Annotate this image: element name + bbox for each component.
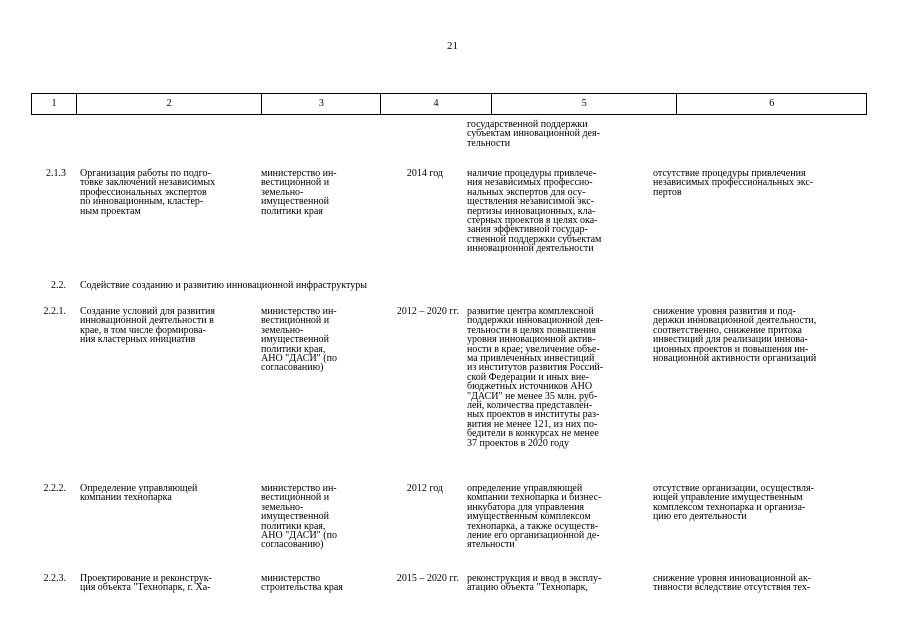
row-code: 2.2.2. bbox=[43, 483, 66, 494]
row-consequence: отсутствие организации, осуществля- ющей управление имущественным комплексом технопарка и организа- цию его деятельности bbox=[653, 483, 814, 523]
header-col-6: 6 bbox=[769, 98, 775, 109]
row-executor: министерство строительства края bbox=[261, 573, 343, 594]
header-col-3: 3 bbox=[262, 94, 381, 114]
row-activity: Проектирование и реконструк- ция объекта "Технопарк, г. Ха- bbox=[80, 573, 212, 594]
row-code: 2.2.1. bbox=[43, 306, 66, 317]
header-col-4: 4 bbox=[381, 94, 492, 114]
table-header-row bbox=[31, 93, 867, 115]
row-result: реконструкция и ввод в эксплу- атацию объекта "Технопарк, bbox=[467, 573, 602, 594]
row-code: 2.1.3 bbox=[46, 168, 66, 179]
continued-result-text: государственной поддержки субъектам инновационной дея- тельности bbox=[467, 119, 600, 149]
row-period: 2012 – 2020 гг. bbox=[396, 306, 459, 317]
row-executor: министерство ин- вестиционной и земельно- имущественной политики края, АНО "ДАСИ" (по согласованию) bbox=[261, 483, 337, 551]
section-code: 2.2. bbox=[51, 280, 66, 291]
row-executor: министерство ин- вестиционной и земельно- имущественной политики края, АНО "ДАСИ" (по согласованию) bbox=[261, 306, 337, 374]
row-activity: Определение управляющей компании технопарка bbox=[80, 483, 198, 504]
header-col-5: 5 bbox=[492, 94, 678, 114]
row-executor: министерство ин- вестиционной и земельно- имущественной политики края bbox=[261, 168, 337, 217]
row-period: 2015 – 2020 гг. bbox=[396, 573, 459, 584]
row-period: 2014 год bbox=[406, 168, 443, 179]
row-result: развитие центра комплексной поддержки инновационной дея- тельности в целях повышения уровня инновационной актив- ности в крае; увеличение объе- ма привлеченных инвестиций из институтов развития Россий- ской Федерации и иных вне- бюджетных источников АНО "ДАСИ" не менее 35 млн. руб- лей, количества представлен- ных проектов в институты раз- вития не менее 121, из них по- бедители в конкурсах не менее 37 проектов в 2020 году bbox=[467, 306, 604, 449]
page-number: 21 bbox=[447, 40, 458, 52]
row-code: 2.2.3. bbox=[43, 573, 66, 584]
header-col-2: 2 bbox=[77, 94, 263, 114]
section-title: Содействие созданию и развитию инновационной инфраструктуры bbox=[80, 280, 367, 291]
row-period: 2012 год bbox=[406, 483, 443, 494]
row-result: наличие процедуры привлече- ния независимых профессио- нальных экспертов для осу- ществления независимой экс- пертизы инновационных, кла- стерных проектов в целях ока- зания эффективной государ- ственной поддержки субъектам инновационной деятельности bbox=[467, 168, 602, 255]
row-consequence: снижение уровня инновационной ак- тивности вследствие отсутствия тех- bbox=[653, 573, 812, 594]
row-result: определение управляющей компании технопарка и бизнес- инкубатора для управления имущественным комплексом технопарка, а также осуществ- ление его организационной де- ятельности bbox=[467, 483, 602, 551]
row-activity: Организация работы по подго- товке заключений независимых профессиональных экспертов по инновационным, кластер- ным проектам bbox=[80, 168, 216, 217]
header-col-1: 1 bbox=[32, 94, 77, 114]
row-activity: Создание условий для развития инновационной деятельности в крае, в том числе формирова- ния кластерных инициатив bbox=[80, 306, 215, 346]
row-consequence: отсутствие процедуры привлечения независимых профессиональных экс- пертов bbox=[653, 168, 814, 198]
row-consequence: снижение уровня развития и под- держки инновационной деятельности, соответственно, снижение притока инвестиций для реализации иннова- ционных проектов и повышения ин- новационной активности организаций bbox=[653, 306, 817, 365]
